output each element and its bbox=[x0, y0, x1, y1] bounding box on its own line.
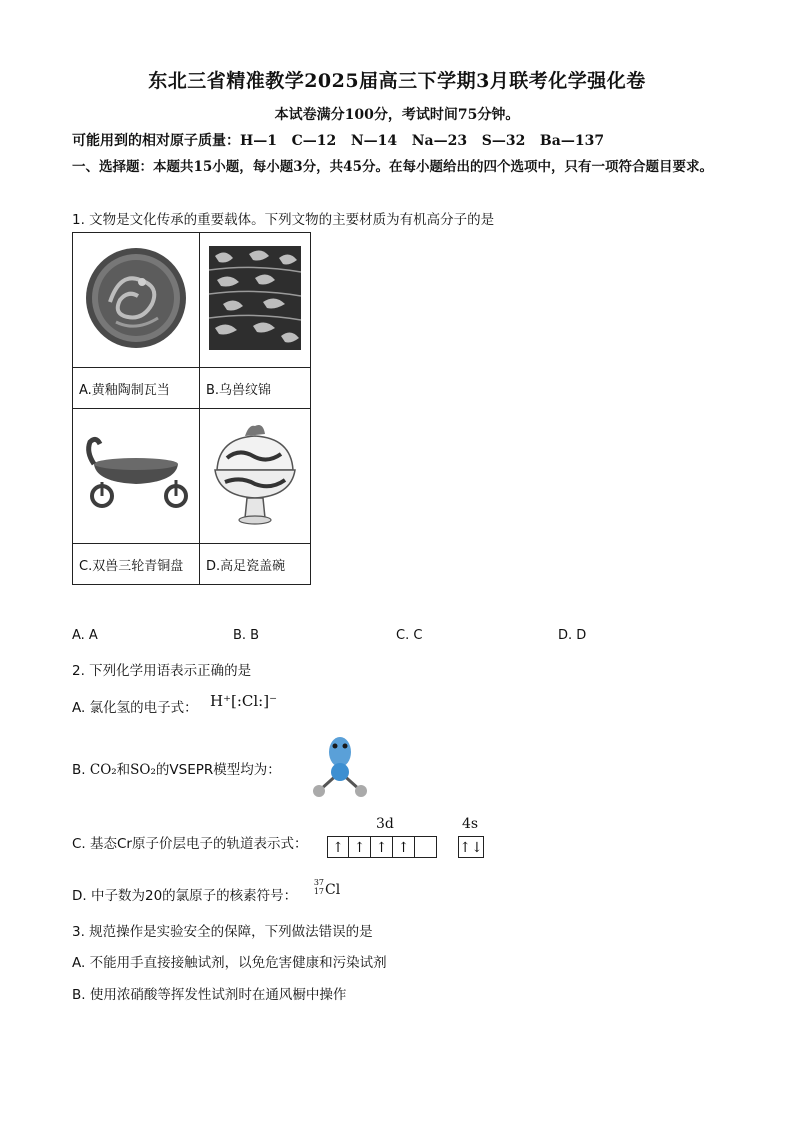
q3-option-b[interactable]: B. 使用浓硝酸等挥发性试剂时在通风橱中操作 bbox=[72, 987, 347, 1003]
co2-formula: CO₂ bbox=[89, 762, 117, 778]
orbital-box: ↑ bbox=[349, 836, 371, 858]
atomic-masses: 可能用到的相对原子质量：H—1 C—12 N—14 Na—23 S—32 Ba—137 bbox=[72, 133, 605, 149]
section-heading: 一、选择题：本题共15小题，每小题3分，共45分。在每小题给出的四个选项中，只有一项符合题目要求。 bbox=[72, 159, 713, 175]
orbital-box bbox=[415, 836, 437, 858]
relic-d-image bbox=[200, 409, 311, 544]
brocade-image bbox=[209, 246, 301, 350]
orbital-4s-label: 4s bbox=[462, 816, 479, 832]
q1-option-b[interactable]: B. B bbox=[233, 628, 260, 643]
q2-option-a-text: A. 氯化氢的电子式： bbox=[72, 700, 198, 716]
hcl-electron-formula: H⁺[:Cl:]⁻ bbox=[210, 692, 278, 710]
orbital-box: ↑ bbox=[393, 836, 415, 858]
q3-option-a[interactable]: A. 不能用手直接接触试剂，以免危害健康和污染试剂 bbox=[72, 955, 387, 971]
bronze-plate-image bbox=[80, 434, 192, 514]
porcelain-bowl-image bbox=[205, 418, 305, 530]
q2-option-c-text: C. 基态Cr原子价层电子的轨道表示式： bbox=[72, 836, 308, 852]
relics-table bbox=[72, 232, 311, 585]
orbital-box: ↑↓ bbox=[458, 836, 484, 858]
mass-number: 37 bbox=[313, 878, 324, 887]
roof-tile-image bbox=[80, 242, 192, 354]
relic-b-image bbox=[200, 233, 311, 368]
q2-option-d-text: D. 中子数为20的氯原子的核素符号： bbox=[72, 888, 298, 904]
relic-d-label: D.高足瓷盖碗 bbox=[200, 544, 311, 585]
question-3-stem: 3. 规范操作是实验安全的保障，下列做法错误的是 bbox=[72, 924, 373, 940]
q1-option-c[interactable]: C. C bbox=[396, 628, 423, 643]
q1-option-d[interactable]: D. D bbox=[558, 628, 587, 643]
atomic-number: 17 bbox=[313, 887, 324, 896]
question-1-stem: 1. 文物是文化传承的重要载体。下列文物的主要材质为有机高分子的是 bbox=[72, 212, 495, 228]
relic-c-label: C.双兽三轮青铜盘 bbox=[73, 544, 200, 585]
q2-option-b: B. CO₂和SO₂的VSEPR模型均为： bbox=[72, 762, 281, 778]
exam-subtitle: 本试卷满分100分，考试时间75分钟。 bbox=[274, 107, 520, 123]
exam-title: 东北三省精准教学2025届高三下学期3月联考化学强化卷 bbox=[148, 70, 646, 92]
relic-b-label: B.乌兽纹锦 bbox=[200, 368, 311, 409]
nuclide-symbol: Cl bbox=[325, 882, 341, 898]
relic-c-image bbox=[73, 409, 200, 544]
orbital-3d-label: 3d bbox=[376, 816, 394, 832]
q1-option-a[interactable]: A. A bbox=[72, 628, 98, 643]
nuclide-numbers bbox=[310, 878, 324, 896]
so2-formula: SO₂ bbox=[130, 762, 156, 778]
relic-a-label: A.黄釉陶制瓦当 bbox=[73, 368, 200, 409]
orbital-box: ↑ bbox=[327, 836, 349, 858]
orbital-box: ↑ bbox=[371, 836, 393, 858]
question-2-stem: 2. 下列化学用语表示正确的是 bbox=[72, 663, 252, 679]
orbital-3d-boxes bbox=[327, 836, 437, 858]
vsepr-model-icon bbox=[306, 734, 376, 800]
relic-a-image bbox=[73, 233, 200, 368]
orbital-4s-box-wrap bbox=[458, 836, 484, 858]
